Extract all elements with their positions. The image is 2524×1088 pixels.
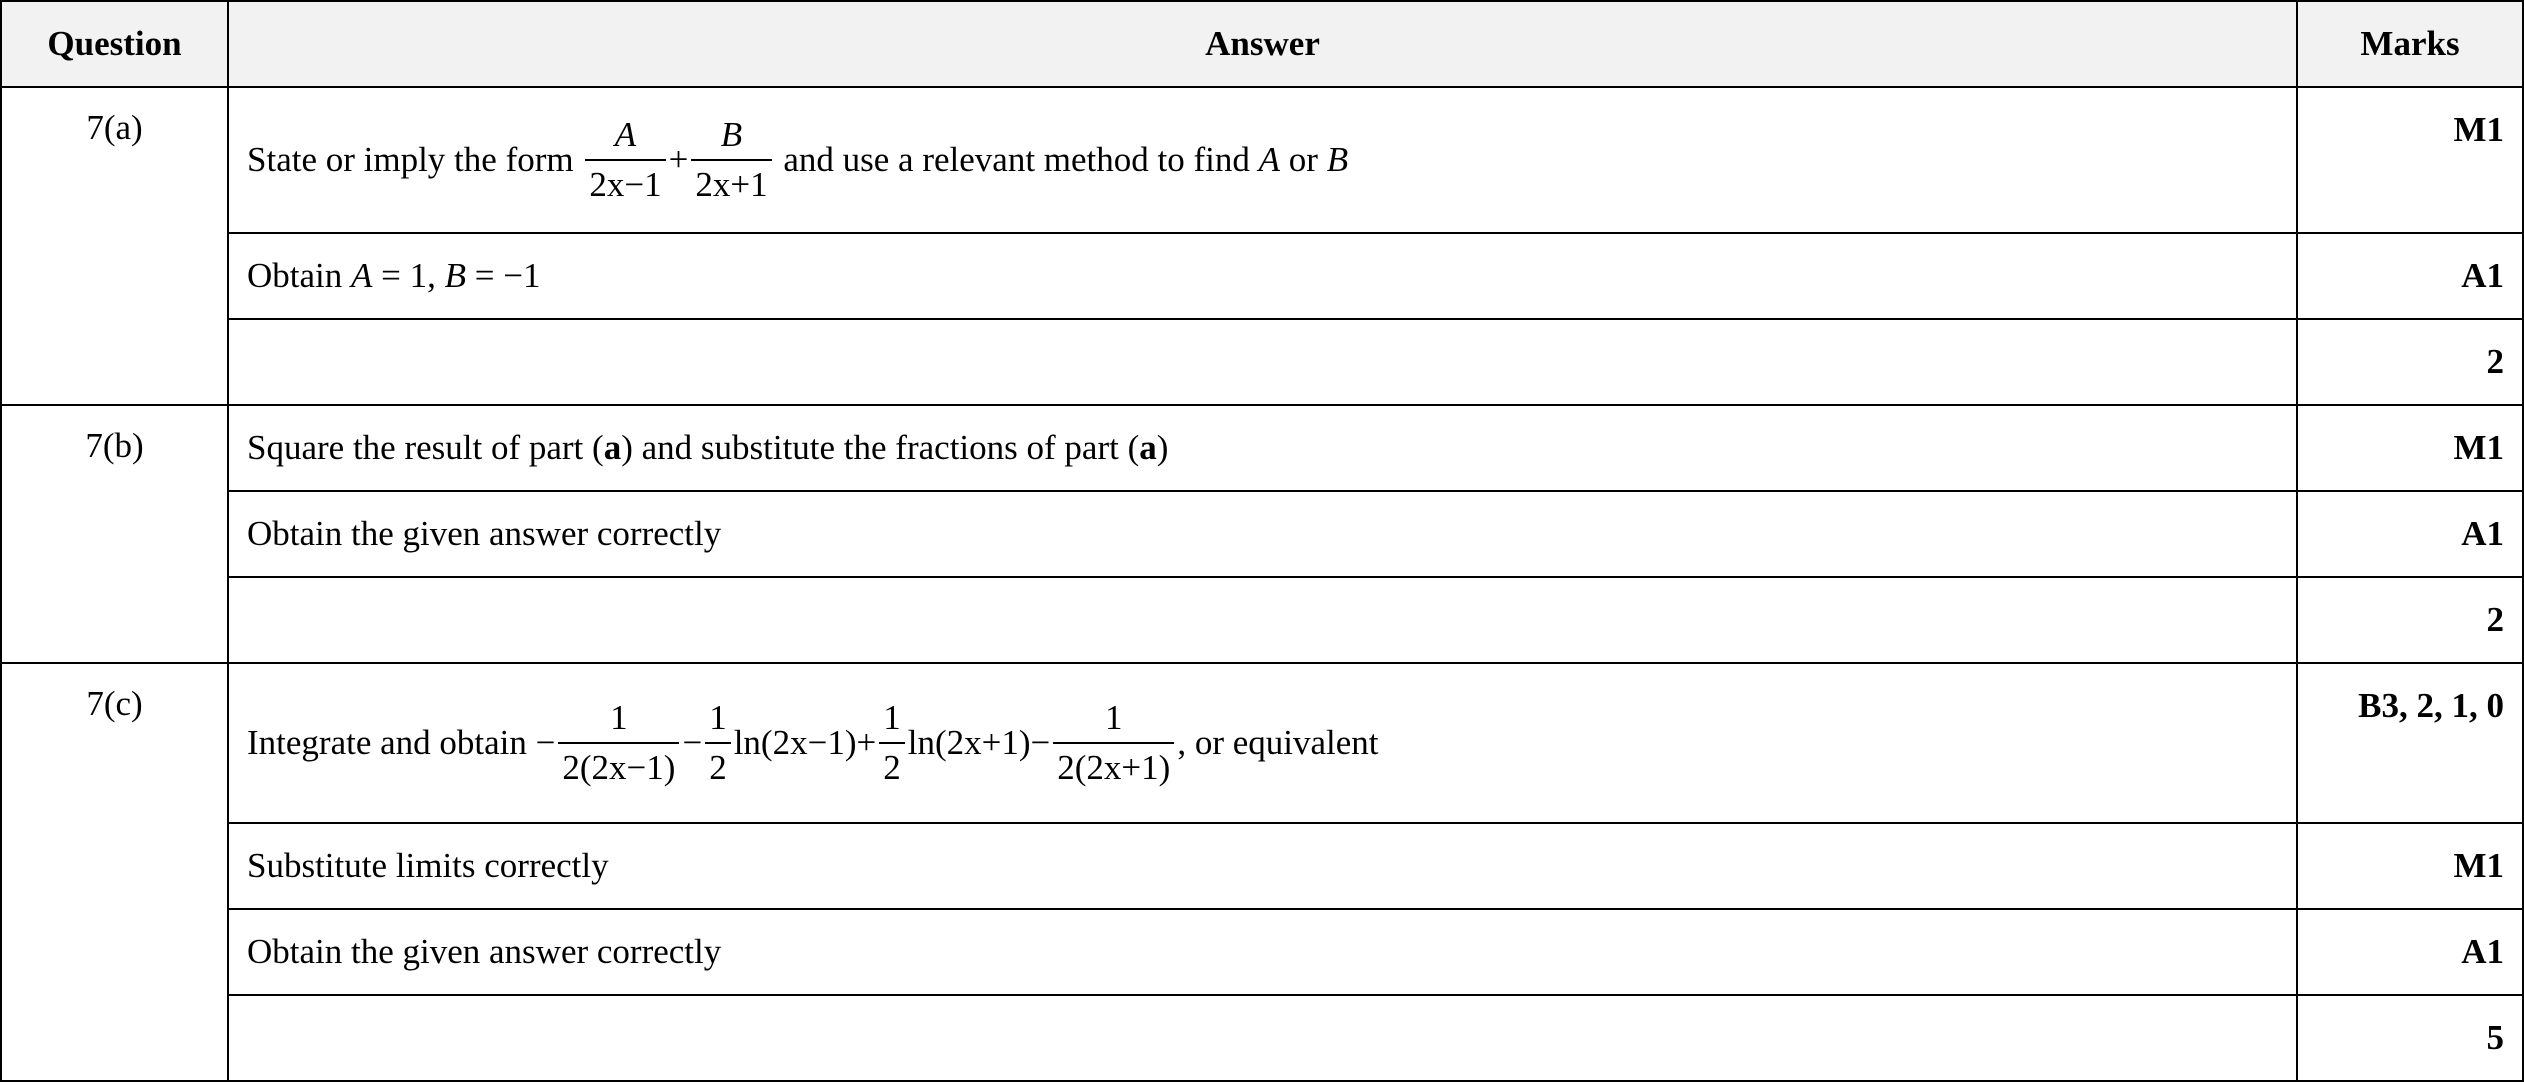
table-row: [1, 405, 2523, 491]
answer-cell: [228, 663, 2297, 823]
mark-cell: A1: [2297, 909, 2523, 995]
fraction: [558, 698, 679, 788]
fraction-denominator: 2: [705, 742, 731, 788]
answer-text: Square the result of part (: [247, 428, 604, 467]
answer-text: and use a relevant method to find: [783, 140, 1250, 179]
total-mark-cell: 5: [2297, 995, 2523, 1081]
answer-cell: Substitute limits correctly: [228, 823, 2297, 909]
minus-sign: −: [1030, 723, 1051, 762]
fraction-denominator: 2: [879, 742, 905, 788]
fraction-denominator: 2(2x+1): [1053, 742, 1174, 788]
answer-text: = −1: [466, 256, 541, 295]
answer-text: Obtain: [247, 256, 352, 295]
minus-sign: −: [535, 723, 556, 762]
log-term: ln(2x−1): [733, 723, 857, 762]
answer-cell-empty: [228, 577, 2297, 663]
answer-text: or: [1288, 140, 1318, 179]
mark-cell: A1: [2297, 233, 2523, 319]
table-row: [1, 233, 2523, 319]
fraction-denominator: 2x+1: [691, 159, 771, 205]
table-row: [1, 995, 2523, 1081]
fraction-numerator: 1: [1105, 698, 1123, 737]
answer-cell-empty: [228, 319, 2297, 405]
table-row: [1, 909, 2523, 995]
fraction: [1053, 698, 1174, 788]
variable: A: [351, 256, 373, 295]
answer-cell: [228, 87, 2297, 233]
header-row: [1, 1, 2523, 87]
minus-sign: −: [682, 723, 703, 762]
part-ref: a: [1139, 428, 1157, 467]
table-row: [1, 663, 2523, 823]
answer-text: State or imply the form: [247, 140, 574, 179]
answer-text: ) and substitute the fractions of part (: [621, 428, 1140, 467]
table-row: [1, 319, 2523, 405]
mark-cell: A1: [2297, 491, 2523, 577]
answer-cell: Obtain the given answer correctly: [228, 491, 2297, 577]
header-question: Question: [1, 1, 228, 87]
part-ref: a: [603, 428, 622, 467]
answer-cell: Obtain the given answer correctly: [228, 909, 2297, 995]
plus-sign: +: [856, 723, 877, 762]
fraction-a: [585, 115, 665, 205]
mark-cell: M1: [2297, 405, 2523, 491]
fraction-denominator: 2x−1: [585, 159, 665, 205]
plus-sign: +: [668, 140, 689, 179]
fraction: [705, 698, 731, 788]
fraction-b: [691, 115, 771, 205]
question-label: 7(a): [1, 87, 228, 405]
table-row: [1, 87, 2523, 233]
fraction-numerator: 1: [709, 698, 727, 737]
answer-cell-empty: [228, 995, 2297, 1081]
question-label: 7(c): [1, 663, 228, 1081]
fraction-denominator: 2(2x−1): [558, 742, 679, 788]
mark-cell: M1: [2297, 823, 2523, 909]
fraction-numerator: 1: [610, 698, 628, 737]
log-term: ln(2x+1): [907, 723, 1031, 762]
total-mark-cell: 2: [2297, 319, 2523, 405]
fraction-numerator: B: [720, 115, 743, 154]
question-label: 7(b): [1, 405, 228, 663]
table-row: [1, 491, 2523, 577]
header-marks: Marks: [2297, 1, 2523, 87]
variable: B: [444, 256, 467, 295]
answer-cell: [228, 405, 2297, 491]
answer-text: ): [1156, 428, 1169, 467]
header-answer: Answer: [228, 1, 2297, 87]
table-row: [1, 823, 2523, 909]
fraction-numerator: A: [614, 115, 637, 154]
answer-text: Integrate and obtain: [247, 723, 527, 762]
mark-cell: M1: [2297, 87, 2523, 233]
answer-text: = 1,: [372, 256, 445, 295]
table-row: [1, 577, 2523, 663]
total-mark-cell: 2: [2297, 577, 2523, 663]
variable: A: [1258, 140, 1281, 179]
variable: B: [1326, 140, 1349, 179]
answer-text: , or equivalent: [1177, 723, 1379, 762]
answer-cell: [228, 233, 2297, 319]
fraction: [879, 698, 905, 788]
fraction-numerator: 1: [883, 698, 901, 737]
mark-cell: B3, 2, 1, 0: [2297, 663, 2523, 823]
